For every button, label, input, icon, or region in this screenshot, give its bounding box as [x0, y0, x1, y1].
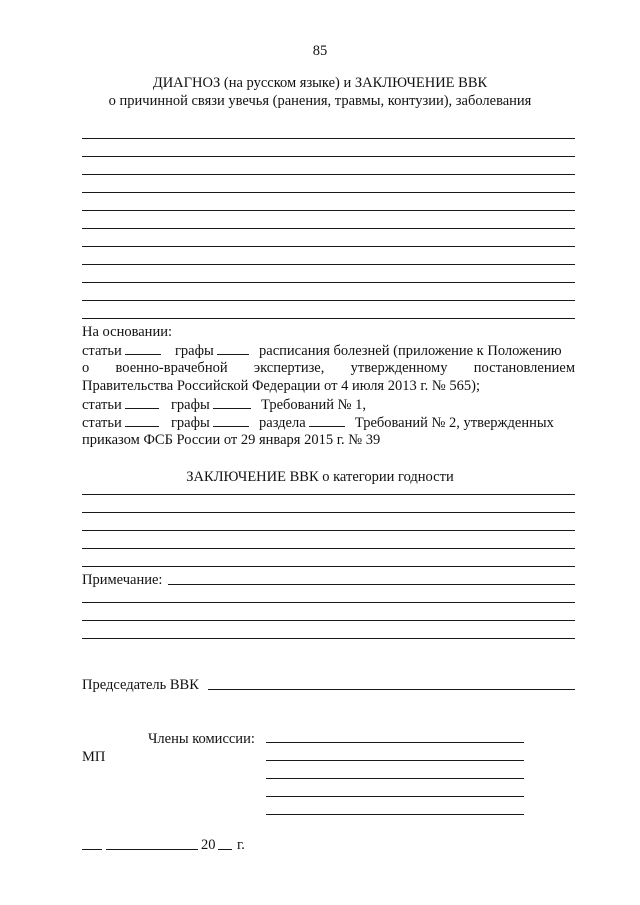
column-blank[interactable] [213, 395, 251, 409]
seal-label: МП [82, 749, 106, 765]
fitness-line[interactable] [82, 548, 575, 549]
note-line[interactable] [168, 584, 575, 585]
page-number: 85 [312, 43, 328, 59]
member-signature-line[interactable] [266, 742, 524, 743]
diagnosis-line[interactable] [82, 246, 575, 247]
basis-line-4 [82, 395, 366, 414]
date-year-prefix: 20 [201, 837, 216, 853]
date-month-blank[interactable] [106, 849, 198, 850]
basis-word: графы [170, 415, 210, 431]
members-label: Члены комиссии: [148, 731, 255, 747]
date-suffix: г. [237, 837, 245, 853]
diagnosis-line[interactable] [82, 138, 575, 139]
note-label: Примечание: [82, 572, 163, 588]
diagnosis-line[interactable] [82, 156, 575, 157]
basis-word: постановлением [473, 360, 575, 376]
basis-word: утвержденному [350, 360, 448, 376]
fitness-line[interactable] [82, 512, 575, 513]
basis-label: На основании: [82, 324, 172, 340]
note-line[interactable] [82, 638, 575, 639]
diagnosis-line[interactable] [82, 318, 575, 319]
basis-word: раздела [259, 415, 306, 431]
basis-text: Требований № 2, утвержденных [354, 415, 554, 431]
diagnosis-line[interactable] [82, 282, 575, 283]
chairman-label: Председатель ВВК [82, 677, 199, 693]
basis-word: статьи [82, 397, 122, 413]
diagnosis-line[interactable] [82, 192, 575, 193]
chairman-signature-line[interactable] [208, 689, 575, 690]
column-blank[interactable] [213, 413, 249, 427]
basis-text: Требований № 1, [261, 397, 366, 413]
basis-text: расписания болезней (приложение к Положению [259, 343, 562, 359]
basis-word: статьи [82, 343, 122, 359]
diagnosis-line[interactable] [82, 300, 575, 301]
basis-word: военно-врачебной [115, 360, 228, 376]
member-signature-line[interactable] [266, 814, 524, 815]
member-signature-line[interactable] [266, 778, 524, 779]
member-signature-line[interactable] [266, 760, 524, 761]
member-signature-line[interactable] [266, 796, 524, 797]
diagnosis-line[interactable] [82, 174, 575, 175]
article-blank[interactable] [125, 413, 159, 427]
section-blank[interactable] [309, 413, 345, 427]
date-day-blank[interactable] [82, 849, 102, 850]
article-blank[interactable] [125, 341, 161, 355]
basis-line-1 [82, 341, 562, 360]
diagnosis-line[interactable] [82, 210, 575, 211]
basis-word: графы [174, 343, 214, 359]
column-blank[interactable] [217, 341, 249, 355]
fitness-line[interactable] [82, 566, 575, 567]
basis-word: графы [170, 397, 210, 413]
fitness-line[interactable] [82, 494, 575, 495]
basis-word: статьи [82, 415, 122, 431]
note-line[interactable] [82, 602, 575, 603]
basis-line-3: Правительства Российской Федерации от 4 июля 2013 г. № 565); [82, 378, 480, 394]
basis-line-2 [82, 359, 575, 377]
page-subtitle: о причинной связи увечья (ранения, травмы, контузии), заболевания [108, 93, 532, 109]
basis-word: о [82, 360, 90, 376]
fitness-line[interactable] [82, 530, 575, 531]
note-line[interactable] [82, 620, 575, 621]
page-title: ДИАГНОЗ (на русском языке) и ЗАКЛЮЧЕНИЕ ВВК [152, 75, 488, 91]
article-blank[interactable] [125, 395, 159, 409]
fitness-title: ЗАКЛЮЧЕНИЕ ВВК о категории годности [186, 469, 454, 485]
basis-line-5 [82, 413, 554, 432]
date-year-blank[interactable] [218, 849, 232, 850]
basis-word: экспертизе, [253, 360, 325, 376]
diagnosis-line[interactable] [82, 264, 575, 265]
basis-line-6: приказом ФСБ России от 29 января 2015 г. № 39 [82, 432, 381, 448]
diagnosis-line[interactable] [82, 228, 575, 229]
